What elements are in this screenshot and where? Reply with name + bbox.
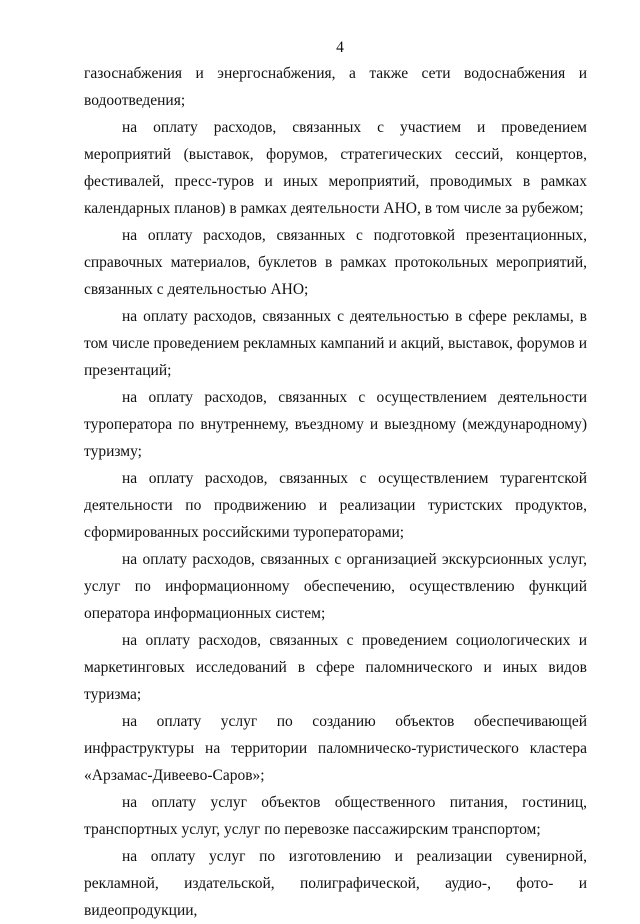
page-number: 4 xyxy=(336,39,344,56)
paragraph-research: на оплату расходов, связанных с проведением социологических и маркетинговых исследований в сфере паломнического и иных видов туризма; xyxy=(84,632,587,703)
paragraph-infrastructure: на оплату услуг по созданию объектов обеспечивающей инфраструктуры на территории паломническо-туристического кластера «Арзамас-Дивеево-Саров»; xyxy=(84,713,587,784)
paragraph-continuation: газоснабжения и энергоснабжения, а также сети водоснабжения и водоотведения; xyxy=(84,65,587,109)
paragraph-events: на оплату расходов, связанных с участием и проведением мероприятий (выставок, форумов, стратегических сессий, концертов, фестивалей, пресс-туров и иных мероприятий, проводимых в рамках календарных планов) в рамках деятельности АНО, в том числе за рубежом; xyxy=(84,119,587,217)
paragraph-advertising: на оплату расходов, связанных с деятельностью в сфере рекламы, в том числе проведением рекламных кампаний и акций, выставок, форумов и презентаций; xyxy=(84,308,587,379)
paragraph-travel-agency: на оплату расходов, связанных с осуществлением турагентской деятельности по продвижению и реализации туристских продуктов, сформированных российскими туроператорами; xyxy=(84,470,587,541)
document-body xyxy=(84,60,587,924)
paragraph-catering-transport: на оплату услуг объектов общественного питания, гостиниц, транспортных услуг, услуг по перевозке пассажирским транспортом; xyxy=(84,794,587,838)
paragraph-presentation-materials: на оплату расходов, связанных с подготовкой презентационных, справочных материалов, буклетов в рамках протокольных мероприятий, связанных с деятельностью АНО; xyxy=(84,227,587,298)
paragraph-souvenir-production: на оплату услуг по изготовлению и реализации сувенирной, рекламной, издательской, полиграфической, аудио-, фото- и видеопродукции, xyxy=(84,848,587,919)
paragraph-tour-operator: на оплату расходов, связанных с осуществлением деятельности туроператора по внутреннему, въездному и выездному (международному) туризму; xyxy=(84,389,587,460)
paragraph-excursion-services: на оплату расходов, связанных с организацией экскурсионных услуг, услуг по информационному обеспечению, осуществлению функций оператора информационных систем; xyxy=(84,551,587,622)
